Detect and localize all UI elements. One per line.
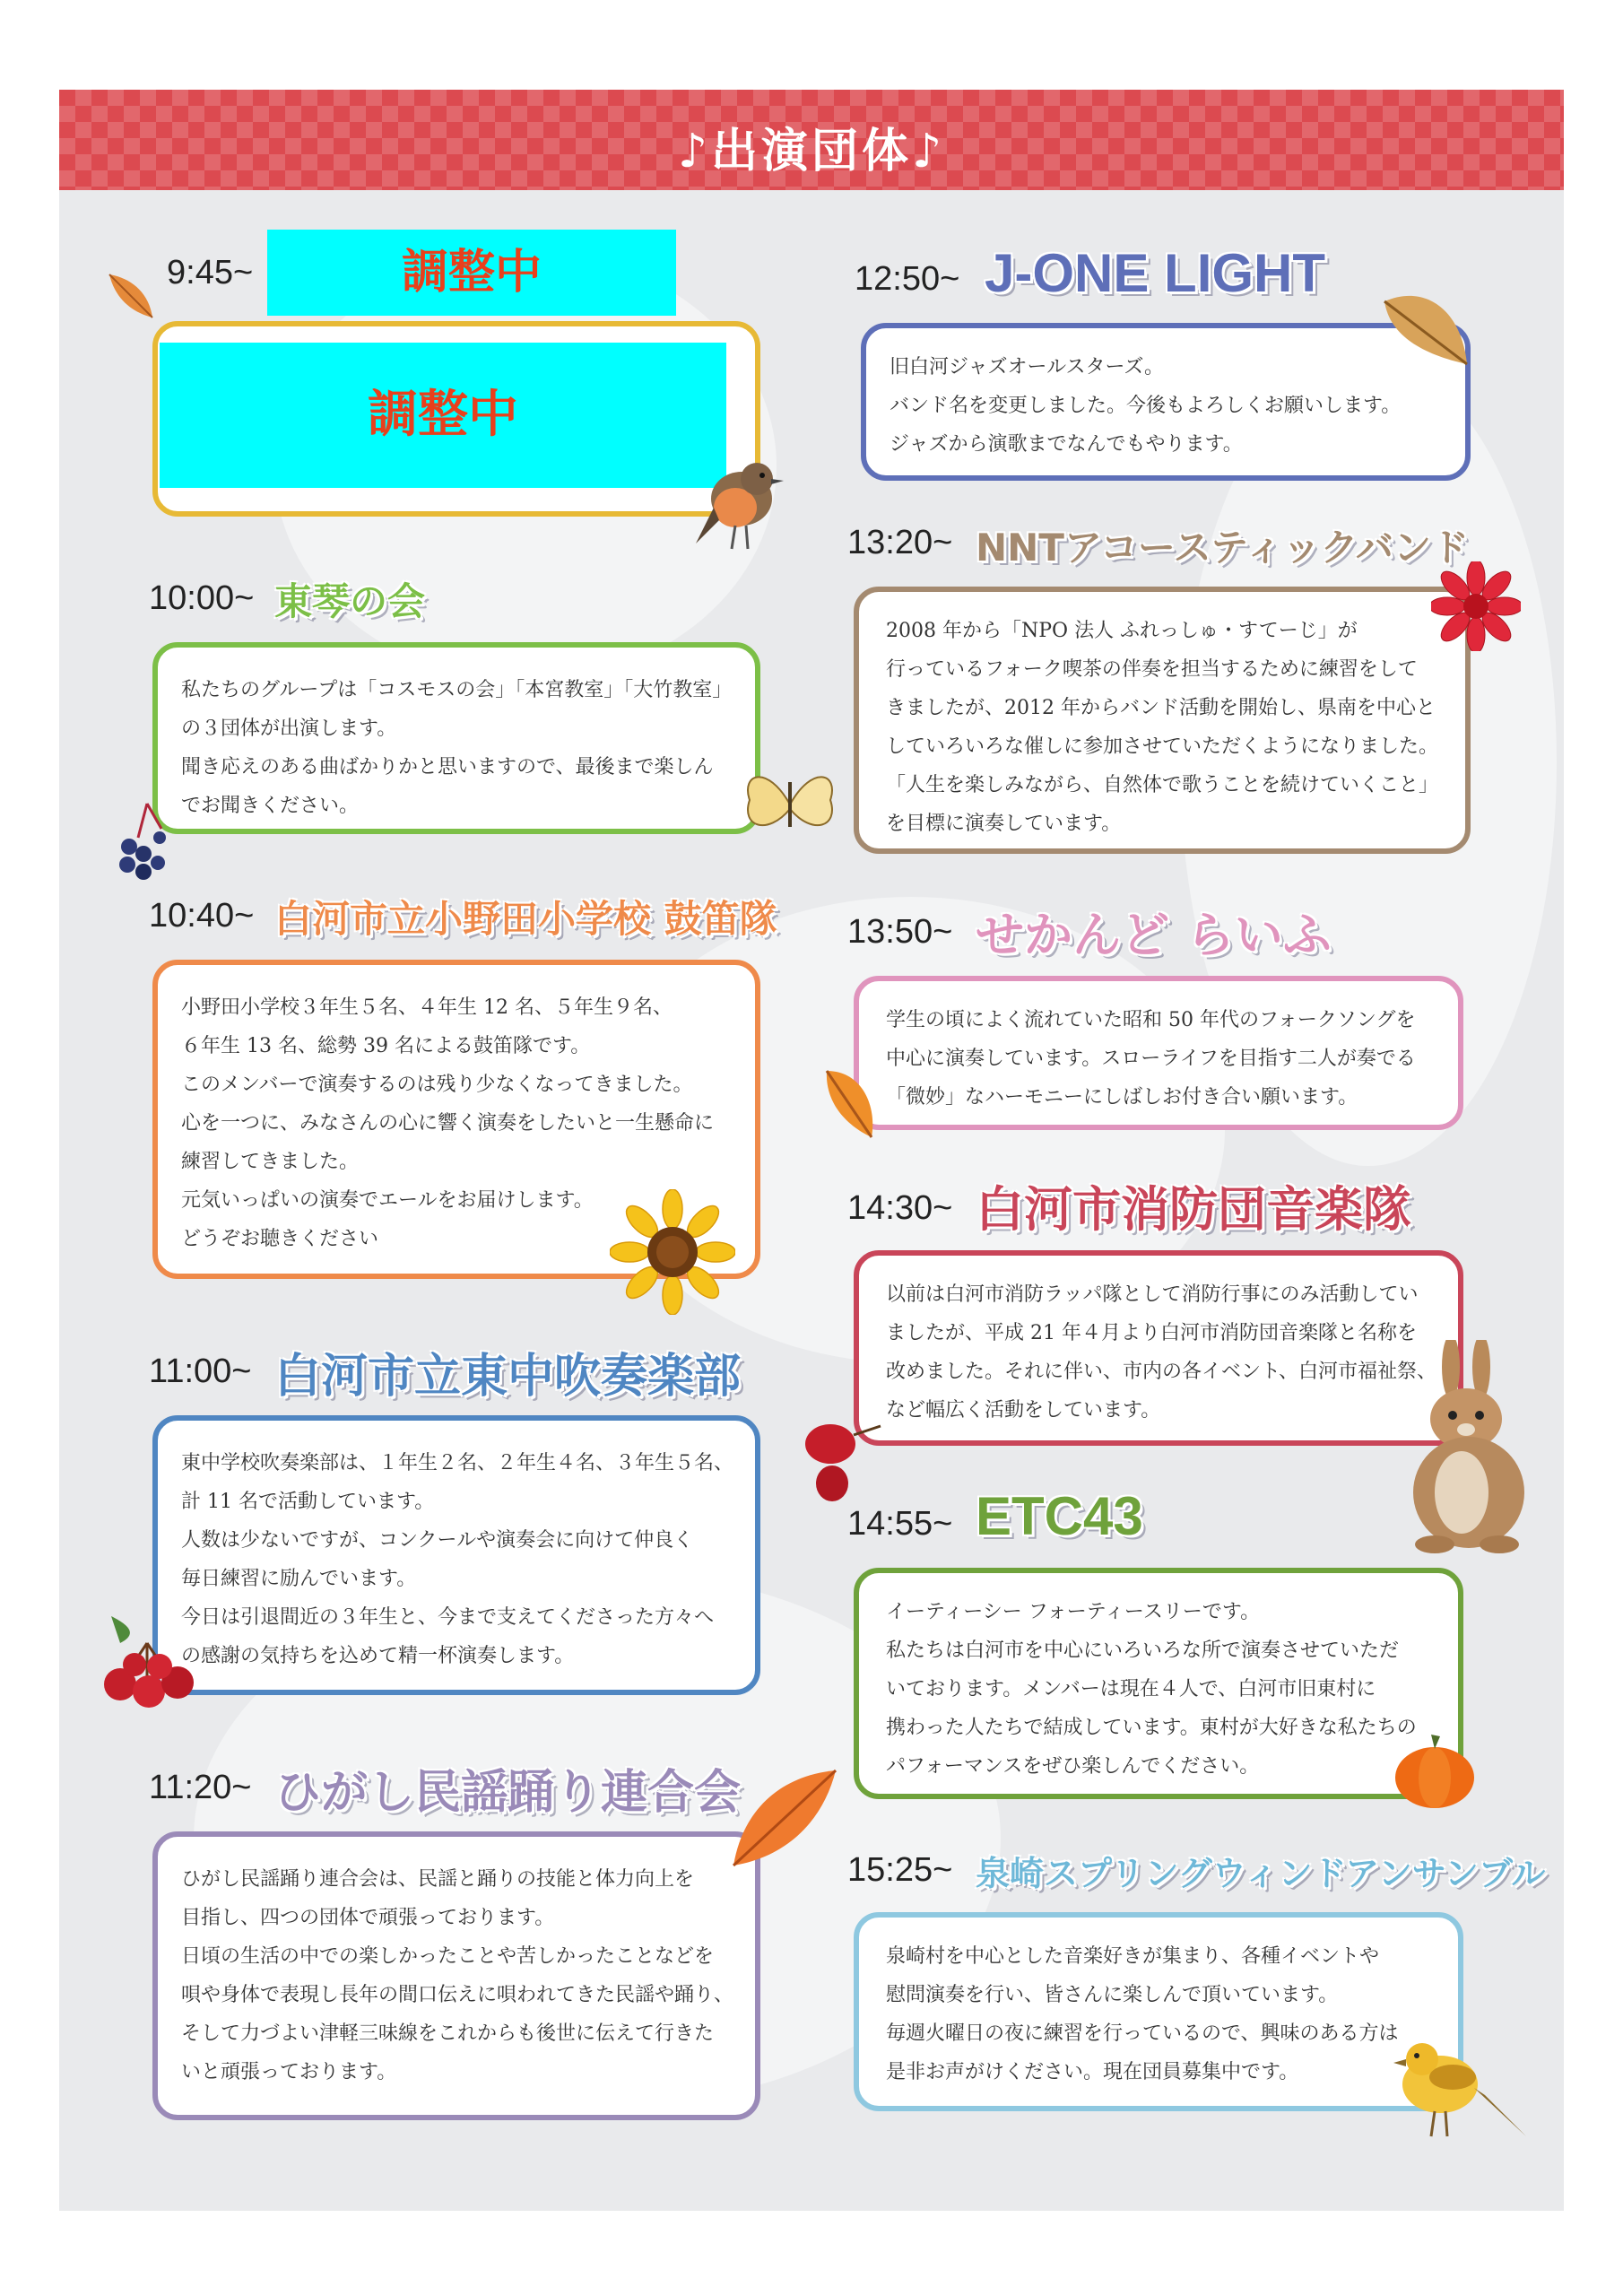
robin-bird-icon [692, 445, 791, 552]
group-name: ETC43 [976, 1486, 1143, 1546]
group-card [854, 976, 1463, 1130]
group-name: 白河市立小野田小学校 鼓笛隊 [274, 897, 777, 941]
pumpkin-icon [1392, 1731, 1478, 1812]
description-line: など幅広く活動をしています。 [886, 1399, 1161, 1422]
group-card [854, 587, 1471, 854]
group-name: 東琴の会 [274, 579, 426, 623]
group-description-tbd: 調整中 [160, 343, 726, 488]
description-line: そして力づよい津軽三味線をこれからも後世に伝えて行きた [181, 2022, 715, 2045]
group-name: 白河市立東中吹奏楽部 [274, 1350, 742, 1404]
description-line: していろいろな催しに参加させていただくようになりました。 [886, 735, 1439, 758]
autumn-leaf-icon [818, 1062, 881, 1143]
time-label: 13:20~ [847, 524, 953, 561]
time-label: 12:50~ [855, 260, 960, 298]
description-line: 行っているフォーク喫茶の伴奏を担当するために練習をして [886, 658, 1418, 681]
butterfly-icon [741, 764, 839, 845]
description-line: 旧白河ジャズオールスターズ。 [890, 356, 1165, 378]
time-label: 10:40~ [149, 897, 255, 935]
description-line: 計 11 名で活動しています。 [181, 1491, 435, 1513]
description-line: ６年生 13 名、総勢 39 名による鼓笛隊です。 [181, 1035, 591, 1057]
description-line: 慰問演奏を行い、皆さんに楽しんで頂いています。 [886, 1984, 1339, 2006]
group-card [854, 1912, 1463, 2111]
time-label: 9:45~ [167, 254, 254, 291]
yellow-bird-icon [1386, 2032, 1530, 2149]
description-line: 毎日練習に励んでいます。 [181, 1568, 417, 1590]
autumn-leaf-icon [725, 1767, 841, 1874]
group-name: NNTアコースティックバンド [976, 526, 1470, 570]
description-line: このメンバーで演奏するのは残り少なくなってきました。 [181, 1074, 693, 1096]
description-line: 改めました。それに伴い、市内の各イベント、白河市福祉祭、 [886, 1361, 1437, 1383]
time-label: 11:00~ [149, 1352, 252, 1390]
red-berries-icon [93, 1607, 210, 1724]
group-name-tbd: 調整中 [267, 230, 676, 316]
description-line: どうぞお聴きください [181, 1228, 379, 1250]
autumn-leaf-icon [104, 269, 158, 323]
rosehip-icon [794, 1408, 884, 1507]
description-line: ひがし民謡踊り連合会は、民謡と踊りの技能と体力向上を [181, 1868, 695, 1891]
time-label: 14:55~ [847, 1505, 953, 1543]
description-line: 元気いっぱいの演奏でエールをお届けします。 [181, 1189, 594, 1212]
description-line: 毎週火曜日の夜に練習を行っているので、興味のある方は [886, 2022, 1399, 2045]
group-name: 白河市消防団音楽隊 [976, 1181, 1411, 1238]
description-line: 人数は少ないですが、コンクールや演奏会に向けて仲良く [181, 1529, 694, 1552]
description-line: の３団体が出演します。 [181, 718, 397, 740]
group-card [152, 1415, 760, 1695]
description-line: 「人生を楽しみながら、自然体で歌うことを続けていくこと」 [886, 774, 1439, 796]
time-label: 15:25~ [847, 1851, 953, 1889]
group-card [152, 1831, 760, 2120]
group-name: J-ONE LIGHT [985, 243, 1326, 303]
description-line: いております。メンバーは現在４人で、白河市旧東村に [886, 1678, 1376, 1700]
description-line: でお聞きください。 [181, 795, 360, 817]
description-line: 練習してきました。 [181, 1151, 360, 1173]
description-line: 以前は白河市消防ラッパ隊として消防行事にのみ活動してい [886, 1283, 1419, 1306]
time-label: 13:50~ [847, 913, 953, 951]
time-label: 14:30~ [847, 1189, 953, 1227]
time-label: 11:20~ [149, 1769, 252, 1806]
page-title: ♪出演団体♪ [677, 125, 946, 178]
description-line: パフォーマンスをぜひ楽しんでください。 [886, 1755, 1260, 1778]
autumn-leaf-icon [1381, 283, 1471, 373]
description-line: 私たちのグループは「コスモスの会」「本宮教室」「大竹教室」 [181, 679, 733, 701]
description-line: 2008 年から「NPO 法人 ふれっしゅ・すてーじ」が [886, 620, 1358, 642]
description-line: 泉崎村を中心とした音楽好きが集まり、各種イベントや [886, 1945, 1380, 1968]
description-line: 目指し、四つの団体で頑張っております。 [181, 1907, 555, 1929]
description-line: 聞き応えのある曲ばかりかと思いますので、最後まで楽しん [181, 756, 714, 778]
group-card [861, 323, 1471, 481]
description-line: を目標に演奏しています。 [886, 813, 1122, 835]
group-card [854, 1568, 1463, 1799]
description-line: 「微妙」なハーモニーにしばしお付き合い願います。 [886, 1086, 1358, 1109]
description-line: ジャズから演歌までなんでもやります。 [890, 433, 1243, 456]
group-card [854, 1250, 1463, 1446]
description-line: 心を一つに、みなさんの心に響く演奏をしたいと一生懸命に [181, 1112, 715, 1135]
header-banner [59, 90, 1564, 190]
group-name: ひがし民謡踊り連合会 [274, 1766, 742, 1820]
rabbit-icon [1399, 1340, 1533, 1555]
group-name: せかんど らいふ [976, 907, 1332, 963]
description-line: 唄や身体で表現し長年の間口伝えに唄われてきた民謡や踊り、 [181, 1984, 734, 2006]
description-line: 携わった人たちで結成しています。東村が大好きな私たちの [886, 1717, 1417, 1739]
description-line: 中心に演奏しています。スローライフを目指す二人が奏でる [886, 1048, 1416, 1070]
sunflower-icon [610, 1189, 735, 1315]
description-line: 小野田小学校３年生５名、４年生 12 名、５年生９名、 [181, 996, 673, 1019]
description-line: 日頃の生活の中での楽しかったことや苦しかったことなどを [181, 1945, 715, 1968]
blueberry-icon [111, 802, 174, 883]
description-line: いと頑張っております。 [181, 2061, 397, 2083]
red-dahlia-icon [1431, 561, 1521, 651]
description-line: 私たちは白河市を中心にいろいろな所で演奏させていただ [886, 1639, 1400, 1662]
group-card [152, 642, 760, 834]
description-line: きましたが、2012 年からバンド活動を開始し、県南を中心と [886, 697, 1436, 719]
description-line: 今日は引退間近の３年生と、今まで支えてくださった方々へ [181, 1606, 715, 1629]
time-label: 10:00~ [149, 579, 255, 617]
group-name: 泉崎スプリングウィンドアンサンブル [976, 1854, 1546, 1893]
description-line: ましたが、平成 21 年４月より白河市消防団音楽隊と名称を [886, 1322, 1417, 1344]
description-line: 東中学校吹奏楽部は、１年生２名、２年生４名、３年生５名、 [181, 1452, 734, 1474]
description-line: 是非お声がけください。現在団員募集中です。 [886, 2061, 1299, 2083]
description-line: バンド名を変更しました。今後もよろしくお願いします。 [890, 395, 1402, 417]
description-line: の感謝の気持ちを込めて精一杯演奏します。 [181, 1645, 575, 1667]
description-line: イーティーシー フォーティースリーです。 [886, 1601, 1261, 1623]
description-line: 学生の頃によく流れていた昭和 50 年代のフォークソングを [886, 1009, 1416, 1031]
